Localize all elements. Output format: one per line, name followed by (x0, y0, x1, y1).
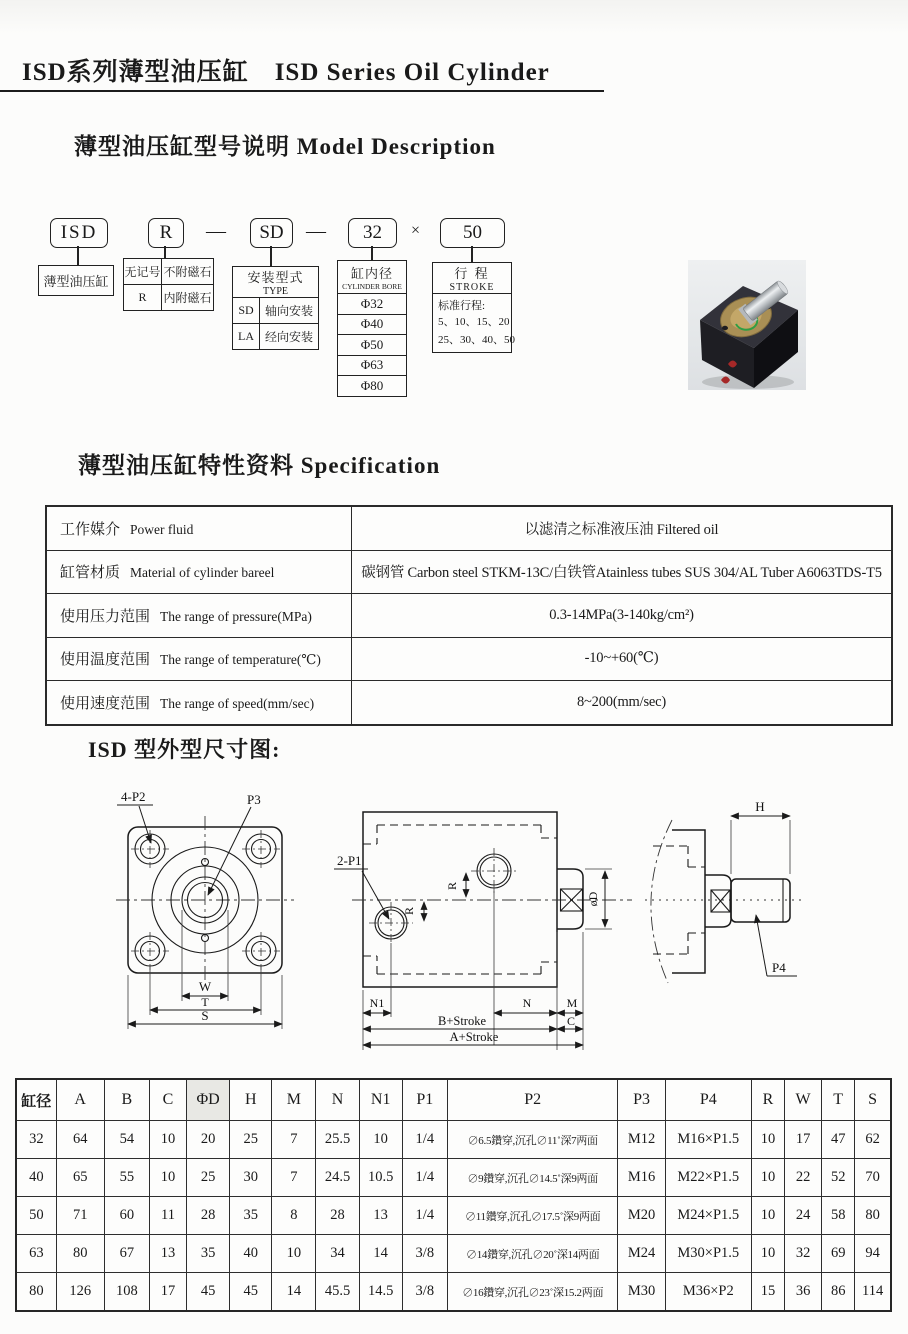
label-4-P2: 4-P2 (121, 789, 146, 804)
dim-header-缸径: 缸径 (16, 1079, 56, 1121)
dim-cell: 71 (56, 1197, 104, 1235)
dim-cell: 8 (272, 1197, 316, 1235)
rod-detail-view (645, 799, 803, 983)
dim-cell: 20 (187, 1121, 230, 1159)
spec-row (46, 506, 892, 550)
label-R-upper: R (445, 881, 459, 891)
magnet-desc: 内附磁石 (163, 291, 212, 305)
mount-code: LA (233, 324, 260, 349)
dim-cell: 10.5 (359, 1159, 402, 1197)
stroke-range: 5、10、15、20 (438, 316, 510, 328)
dim-cell: 45 (230, 1273, 272, 1312)
dim-cell: 1/4 (402, 1159, 447, 1197)
spec-label-cn: 使用温度范围 (60, 652, 151, 669)
spec-label-cn: 工作媒介 (60, 521, 121, 538)
dim-cell: 64 (56, 1121, 104, 1159)
stroke-table-header (433, 263, 511, 294)
mount-option-row (233, 298, 318, 323)
dim-cell: ∅14鑽穿,沉孔∅20˚深14两面 (447, 1235, 618, 1273)
dim-cell: 24 (785, 1197, 822, 1235)
label-N1: N1 (369, 996, 385, 1010)
dim-header-H: H (230, 1079, 272, 1121)
magnet-option-row (124, 284, 213, 310)
dim-cell: 13 (359, 1197, 402, 1235)
mount-desc: 轴向安装 (264, 304, 313, 318)
dim-cell: 13 (149, 1235, 186, 1273)
dim-cell: 80 (16, 1273, 56, 1312)
dim-header-B: B (104, 1079, 149, 1121)
dim-header-W: W (785, 1079, 822, 1121)
mount-desc: 经向安装 (264, 330, 313, 344)
dim-cell: 25 (187, 1159, 230, 1197)
spec-value-cell: 8~200(mm/sec) (352, 681, 893, 725)
dim-cell: 69 (822, 1235, 855, 1273)
connector-stroke (471, 246, 473, 262)
bore-table (337, 260, 407, 397)
dim-header-T: T (822, 1079, 855, 1121)
dim-cell: 14 (359, 1235, 402, 1273)
dim-row (16, 1121, 891, 1159)
dim-cell: M30×P1.5 (665, 1235, 751, 1273)
stroke-body (433, 294, 515, 352)
dim-cell: 70 (855, 1159, 891, 1197)
dim-cell: 3/8 (402, 1273, 447, 1312)
label-P3: P3 (247, 792, 261, 807)
dim-cell: M20 (618, 1197, 665, 1235)
mount-table (232, 266, 319, 350)
mount-title-cn: 安装型式 (247, 270, 304, 285)
dim-cell: 1/4 (402, 1197, 447, 1235)
dim-cell: 10 (272, 1235, 316, 1273)
spec-value-cell: 以滤清之标准液压油 Filtered oil (352, 506, 893, 550)
dim-cell: 94 (855, 1235, 891, 1273)
dim-cell: ∅6.5鑽穿,沉孔∅11˚深7两面 (447, 1121, 618, 1159)
dim-cell: 40 (230, 1235, 272, 1273)
dim-cell: 80 (56, 1235, 104, 1273)
dim-cell: ∅16鑽穿,沉孔∅23˚深15.2两面 (447, 1273, 618, 1312)
dim-cell: 25 (230, 1121, 272, 1159)
spec-row (46, 637, 892, 681)
dim-cell: 28 (316, 1197, 359, 1235)
dim-cell: 28 (187, 1197, 230, 1235)
bore-option: Φ40 (338, 314, 406, 335)
connector-magnet (164, 246, 166, 258)
dim-table-head-row (16, 1079, 891, 1121)
dim-cell: 32 (785, 1235, 822, 1273)
magnet-option-row (124, 259, 213, 284)
dim-cell: M22×P1.5 (665, 1159, 751, 1197)
dim-cell: 45 (187, 1273, 230, 1312)
magnet-code: 无记号 (124, 259, 162, 284)
stroke-table (432, 262, 515, 353)
dim-cell: 22 (785, 1159, 822, 1197)
dim-cell: 126 (56, 1273, 104, 1312)
dim-cell: M16×P1.5 (665, 1121, 751, 1159)
connector-bore (371, 246, 373, 260)
dim-row (16, 1235, 891, 1273)
dim-cell: 11 (149, 1197, 186, 1235)
dim-cell: 25.5 (316, 1121, 359, 1159)
spec-value-cell: -10~+60(℃) (352, 637, 893, 681)
dim-cell: 86 (822, 1273, 855, 1312)
dim-cell: ∅9鑽穿,沉孔∅14.5˚深9两面 (447, 1159, 618, 1197)
dim-header-A: A (56, 1079, 104, 1121)
spec-table (45, 505, 893, 726)
spec-row (46, 681, 892, 725)
dim-cell: 36 (785, 1273, 822, 1312)
dim-header-N: N (316, 1079, 359, 1121)
code-box-mount: SD (250, 218, 293, 248)
dim-cell: M12 (618, 1121, 665, 1159)
dimension-drawings (0, 775, 908, 1075)
bore-options (338, 294, 406, 396)
dim-cell: 55 (104, 1159, 149, 1197)
dim-header-P3: P3 (618, 1079, 665, 1121)
dim-cell: 50 (16, 1197, 56, 1235)
spec-label-en: The range of speed(mm/sec) (160, 695, 315, 711)
spec-row (46, 550, 892, 594)
spec-row (46, 594, 892, 638)
code-box-magnet: R (148, 218, 184, 248)
dim-cell: 40 (16, 1159, 56, 1197)
dim-cell: 52 (822, 1159, 855, 1197)
dim-header-N1: N1 (359, 1079, 402, 1121)
dim-cell: 14.5 (359, 1273, 402, 1312)
dim-cell: 65 (56, 1159, 104, 1197)
label-N: N (522, 996, 532, 1010)
dim-cell: 10 (751, 1121, 784, 1159)
dim-cell: 58 (822, 1197, 855, 1235)
series-description: 薄型油压缸 (38, 265, 114, 296)
dim-cell: 45.5 (316, 1273, 359, 1312)
bore-table-header (338, 261, 406, 294)
spec-label-en: The range of pressure(MPa) (160, 608, 312, 624)
dim-cell: 30 (230, 1159, 272, 1197)
dim-cell: 47 (822, 1121, 855, 1159)
code-box-bore: 32 (348, 218, 397, 248)
dim-header-M: M (272, 1079, 316, 1121)
dim-row (16, 1273, 891, 1312)
spec-section-title: 薄型油压缸特性资料 Specification (78, 453, 441, 478)
dim-cell: 54 (104, 1121, 149, 1159)
stroke-note: 标准行程: (438, 300, 486, 312)
stroke-range: 25、30、40、50 (438, 333, 515, 346)
separator-times: × (411, 222, 421, 239)
magnet-desc: 不附磁石 (163, 265, 212, 279)
mount-rows (233, 298, 318, 349)
dim-header-S: S (855, 1079, 891, 1121)
dim-cell: 114 (855, 1273, 891, 1312)
dim-cell: 108 (104, 1273, 149, 1312)
dim-cell: M36×P2 (665, 1273, 751, 1312)
spec-label-en: The range of temperature(℃) (160, 652, 321, 668)
dim-cell: 1/4 (402, 1121, 447, 1159)
spec-label-cell (46, 550, 352, 594)
label-S: S (201, 1008, 209, 1023)
dim-header-P1: P1 (402, 1079, 447, 1121)
dim-table-body (16, 1121, 891, 1312)
cylinder-photo-illustration (688, 260, 806, 390)
dim-cell: 80 (855, 1197, 891, 1235)
dim-cell: 10 (751, 1159, 784, 1197)
label-oD: øD (586, 891, 600, 907)
stroke-title-cn: 行 程 (454, 266, 490, 281)
spec-label-cell (46, 681, 352, 725)
dim-cell: 34 (316, 1235, 359, 1273)
dim-cell: 32 (16, 1121, 56, 1159)
label-B-stroke: B+Stroke (437, 1014, 487, 1028)
dim-cell: 17 (785, 1121, 822, 1159)
spec-label-en: Material of cylinder bareel (130, 565, 275, 581)
stroke-lines (438, 314, 515, 349)
mount-option-row (233, 323, 318, 349)
bore-option: Φ32 (360, 295, 384, 311)
spec-label-cn: 使用压力范围 (60, 608, 151, 625)
bore-title-cn: 缸内径 (350, 266, 393, 281)
connector-series (77, 246, 79, 265)
label-2-P1: 2-P1 (337, 853, 362, 868)
label-R-lower: R (402, 906, 416, 916)
label-T: T (201, 995, 209, 1009)
dim-cell: 3/8 (402, 1235, 447, 1273)
front-view (116, 789, 294, 1029)
model-section-title: 薄型油压缸型号说明 Model Description (74, 134, 496, 159)
bore-option: Φ80 (338, 375, 406, 396)
dim-cell: M24 (618, 1235, 665, 1273)
mount-title-en: TYPE (263, 286, 288, 297)
dimension-table (15, 1078, 892, 1312)
spec-label-cell (46, 594, 352, 638)
dim-cell: 35 (230, 1197, 272, 1235)
page-title: ISD系列薄型油压缸 ISD Series Oil Cylinder (22, 59, 550, 86)
spec-value-cell: 碳钢管 Carbon steel STKM-13C/白铁管Atainless tubes SUS 304/AL Tuber A6063TDS-T5 (352, 550, 893, 594)
mount-table-header (233, 267, 318, 298)
spec-label-cn: 使用速度范围 (60, 695, 151, 712)
dim-header-ΦD: ΦD (187, 1079, 230, 1121)
separator-dash-1: — (206, 220, 226, 242)
product-photo (688, 260, 806, 390)
magnet-code: R (124, 285, 162, 310)
label-H: H (755, 799, 765, 814)
dim-cell: M24×P1.5 (665, 1197, 751, 1235)
drawing-section-title: ISD 型外型尺寸图: (88, 737, 281, 762)
label-M: M (566, 996, 578, 1010)
separator-dash-2: — (306, 220, 326, 242)
dim-cell: 17 (149, 1273, 186, 1312)
mount-code: SD (233, 298, 260, 323)
dim-cell: 60 (104, 1197, 149, 1235)
dim-cell: 67 (104, 1235, 149, 1273)
label-A-stroke: A+Stroke (449, 1030, 499, 1044)
stroke-title-en: STROKE (449, 282, 495, 293)
dim-cell: 63 (16, 1235, 56, 1273)
label-W: W (198, 979, 212, 994)
spec-label-en: Power fluid (130, 521, 194, 537)
dim-cell: 10 (751, 1235, 784, 1273)
dim-cell: M16 (618, 1159, 665, 1197)
side-view (334, 812, 632, 1050)
bore-title-en: CYLINDER BORE (342, 282, 402, 291)
bore-option: Φ50 (338, 334, 406, 355)
label-P4: P4 (772, 960, 786, 975)
dim-cell: 14 (272, 1273, 316, 1312)
dim-cell: 7 (272, 1121, 316, 1159)
spec-value-cell: 0.3-14MPa(3-140kg/cm²) (352, 594, 893, 638)
dim-header-P2: P2 (447, 1079, 618, 1121)
dim-cell: 62 (855, 1121, 891, 1159)
spec-label-cell (46, 506, 352, 550)
dim-row (16, 1197, 891, 1235)
dim-header-R: R (751, 1079, 784, 1121)
title-divider (0, 90, 604, 92)
dim-cell: 10 (149, 1121, 186, 1159)
magnet-table (123, 258, 214, 311)
dim-cell: 10 (359, 1121, 402, 1159)
dim-cell: 10 (149, 1159, 186, 1197)
dim-cell: 10 (751, 1197, 784, 1235)
bore-option: Φ63 (338, 355, 406, 376)
spec-label-cn: 缸管材质 (60, 565, 121, 582)
dim-cell: 24.5 (316, 1159, 359, 1197)
label-C: C (566, 1014, 576, 1028)
dim-cell: 35 (187, 1235, 230, 1273)
spec-table-body (46, 506, 892, 725)
dim-cell: 15 (751, 1273, 784, 1312)
dim-header-C: C (149, 1079, 186, 1121)
connector-mount (270, 246, 272, 266)
dim-row (16, 1159, 891, 1197)
dim-cell: 7 (272, 1159, 316, 1197)
dim-header-P4: P4 (665, 1079, 751, 1121)
spec-label-cell (46, 637, 352, 681)
dim-cell: ∅11鑽穿,沉孔∅17.5˚深9两面 (447, 1197, 618, 1235)
code-box-stroke: 50 (440, 218, 505, 248)
dim-cell: M30 (618, 1273, 665, 1312)
code-box-series: ISD (50, 218, 108, 248)
